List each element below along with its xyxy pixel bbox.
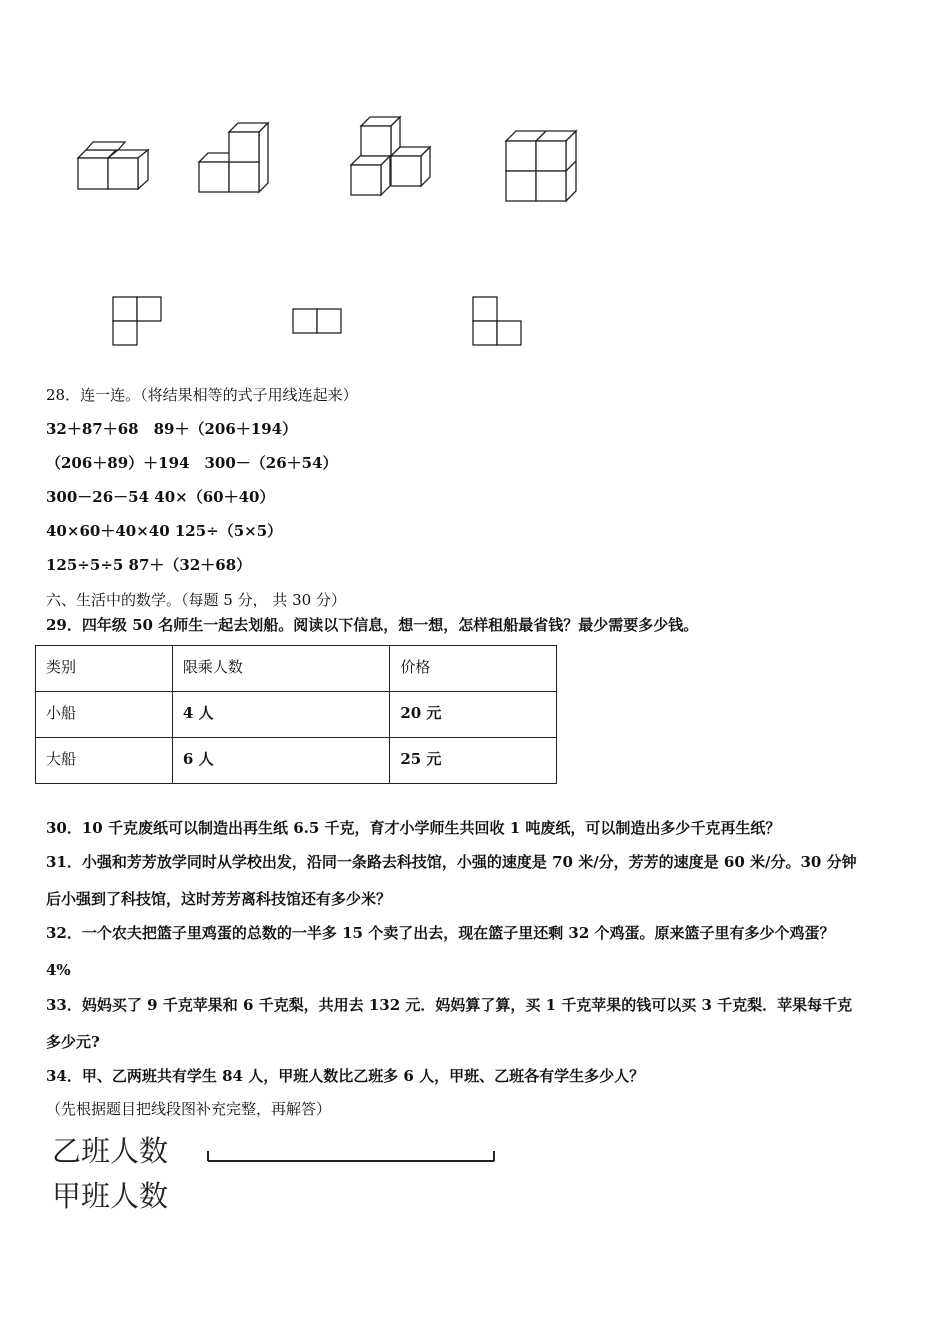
cell-big-boat: 大船: [36, 738, 173, 784]
q31-line-2: 后小强到了科技馆，这时芳芳离科技馆还有多少米？: [46, 890, 392, 908]
class-a-label: 甲班人数: [52, 1179, 169, 1213]
q33-line-1: 33．妈妈买了 9 千克苹果和 6 千克梨，共用去 132 元．妈妈算了算，买 1 千克苹果的钱可以买 3 千克梨．苹果每千克: [46, 996, 853, 1014]
table-row: [36, 738, 557, 784]
solid-figure-3: [351, 117, 430, 195]
view-shape-3: [473, 297, 521, 345]
cell-small-price: 20 元: [390, 692, 557, 738]
cell-big-capacity: 6 人: [172, 738, 389, 784]
boat-rental-table: [35, 645, 557, 784]
section-6-title: 六、生活中的数学。（每题 5 分， 共 30 分）: [46, 591, 346, 609]
view-shape-2: [293, 309, 341, 333]
q29-text: 29．四年级 50 名师生一起去划船。阅读以下信息，想一想，怎样租船最省钱？最少需要多少钱。: [46, 616, 699, 634]
line-segment-diagram: [46, 1131, 510, 1221]
q28-row-5: 125÷5÷5 87＋（32＋68）: [46, 556, 252, 574]
q34-text: 34．甲、乙两班共有学生 84 人，甲班人数比乙班多 6 人，甲班、乙班各有学生多少人？: [46, 1067, 645, 1085]
q28-title: 28．连一连。（将结果相等的式子用线连起来）: [46, 386, 358, 404]
header-capacity: 限乘人数: [172, 646, 389, 692]
solid-figure-1: [78, 142, 148, 189]
view-shapes: [0, 290, 950, 370]
view-shape-1: [113, 297, 161, 345]
q28-row-4: 40×60＋40×40 125÷（5×5）: [46, 522, 283, 540]
solid-figure-2: [199, 123, 268, 192]
q32-text: 32．一个农夫把篮子里鸡蛋的总数的一半多 15 个卖了出去，现在篮子里还剩 32 个鸡蛋。原来篮子里有多少个鸡蛋？: [46, 924, 835, 942]
class-b-segment: [204, 1143, 504, 1173]
q31-line-1: 31．小强和芳芳放学同时从学校出发，沿同一条路去科技馆，小强的速度是 70 米/分，芳芳的速度是 60 米/分。30 分钟: [46, 853, 857, 871]
cell-small-boat: 小船: [36, 692, 173, 738]
q33-line-2: 多少元?: [46, 1033, 100, 1051]
q34-hint: （先根据题目把线段图补充完整，再解答）: [46, 1100, 332, 1118]
header-category: 类别: [36, 646, 173, 692]
header-price: 价格: [390, 646, 557, 692]
class-b-label: 乙班人数: [52, 1134, 169, 1168]
q28-row-2: （206＋89）＋194 300－（26＋54）: [46, 454, 338, 472]
q32-extra: 4%: [46, 961, 71, 979]
cell-big-price: 25 元: [390, 738, 557, 784]
cube-figures: [0, 0, 950, 220]
solid-figure-4: [506, 131, 576, 201]
q30-text: 30．10 千克废纸可以制造出再生纸 6.5 千克，育才小学师生共回收 1 吨废纸，可以制造出多少千克再生纸？: [46, 819, 781, 837]
table-row: [36, 692, 557, 738]
cell-small-capacity: 4 人: [172, 692, 389, 738]
q28-row-3: 300－26－54 40×（60＋40）: [46, 488, 275, 506]
q28-row-1: 32＋87＋68 89＋（206＋194）: [46, 420, 298, 438]
table-header-row: [36, 646, 557, 692]
